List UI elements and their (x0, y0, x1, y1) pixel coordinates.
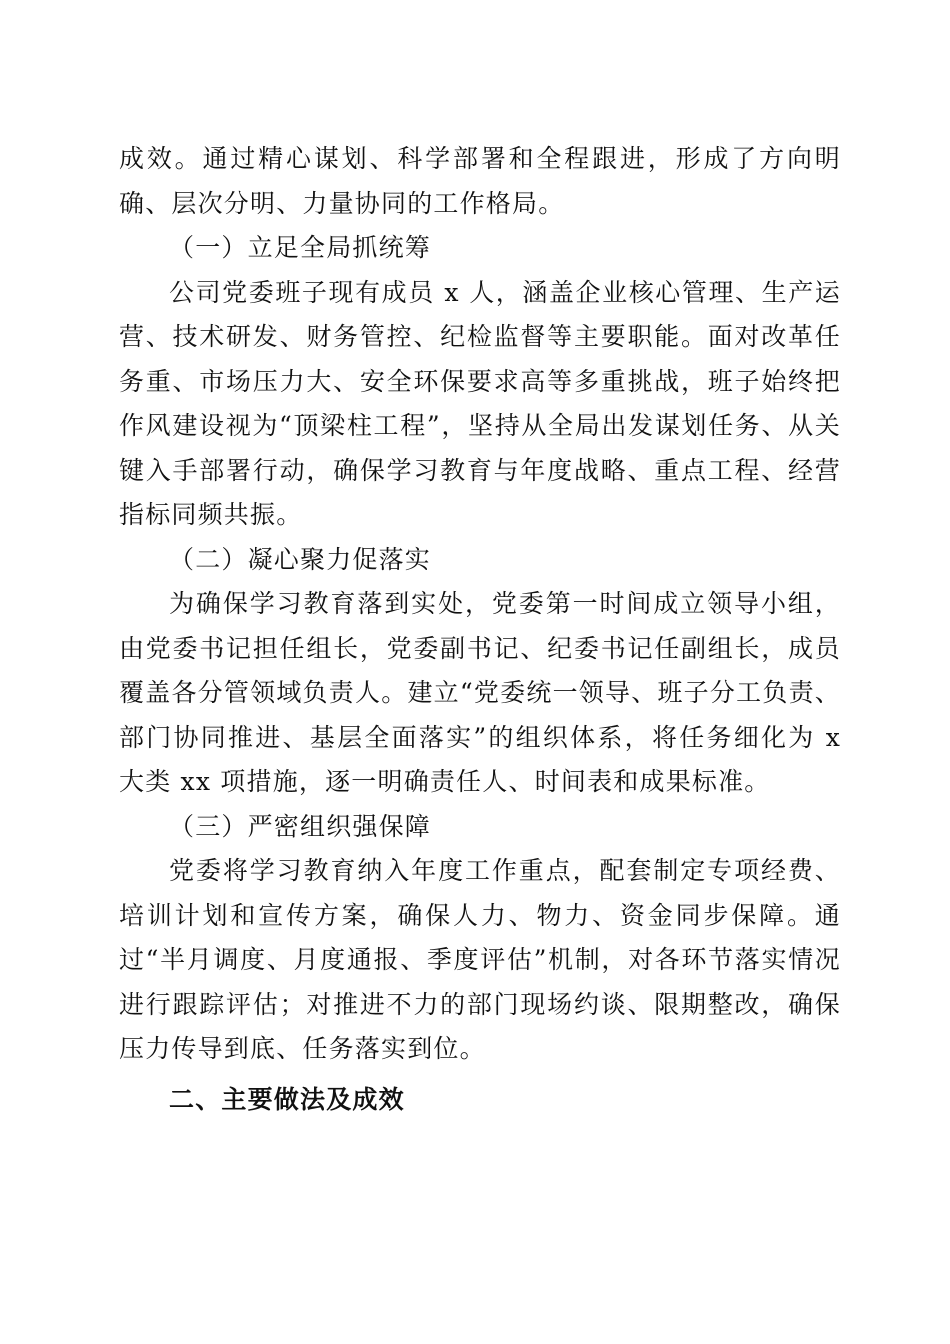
section-body-1: 公司党委班子现有成员 x 人，涵盖企业核心管理、生产运营、技术研发、财务管控、纪检监督等主要职能。面对改革任务重、市场压力大、安全环保要求高等多重挑战，班子始终把作风建设视为“顶梁柱工程”，坚持从全局出发谋划任务、从关键入手部署行动，确保学习教育与年度战略、重点工程、经营指标同频共振。 (119, 277, 841, 529)
section-heading-2: （二）凝心聚力促落实 (169, 544, 432, 574)
section-body-2: 为确保学习教育落到实处，党委第一时间成立领导小组，由党委书记担任组长，党委副书记、纪委书记任副组长，成员覆盖各分管领域负责人。建立“党委统一领导、班子分工负责、部门协同推进、基层全面落实”的组织体系，将任务细化为 x 大类 xx 项措施，逐一明确责任人、时间表和成果标准。 (119, 589, 841, 796)
section-heading-3: （三）严密组织强保障 (169, 811, 432, 841)
document-page (119, 137, 841, 1128)
intro-paragraph: 成效。通过精心谋划、科学部署和全程跟进，形成了方向明确、层次分明、力量协同的工作格局。 (119, 144, 841, 218)
chapter-heading: 二、主要做法及成效 (169, 1084, 405, 1114)
section-body-3: 党委将学习教育纳入年度工作重点，配套制定专项经费、培训计划和宣传方案，确保人力、物力、资金同步保障。通过“半月调度、月度通报、季度评估”机制，对各环节落实情况进行跟踪评估；对推进不力的部门现场约谈、限期整改，确保压力传导到底、任务落实到位。 (119, 856, 841, 1063)
section-heading-1: （一）立足全局抓统筹 (169, 233, 432, 262)
